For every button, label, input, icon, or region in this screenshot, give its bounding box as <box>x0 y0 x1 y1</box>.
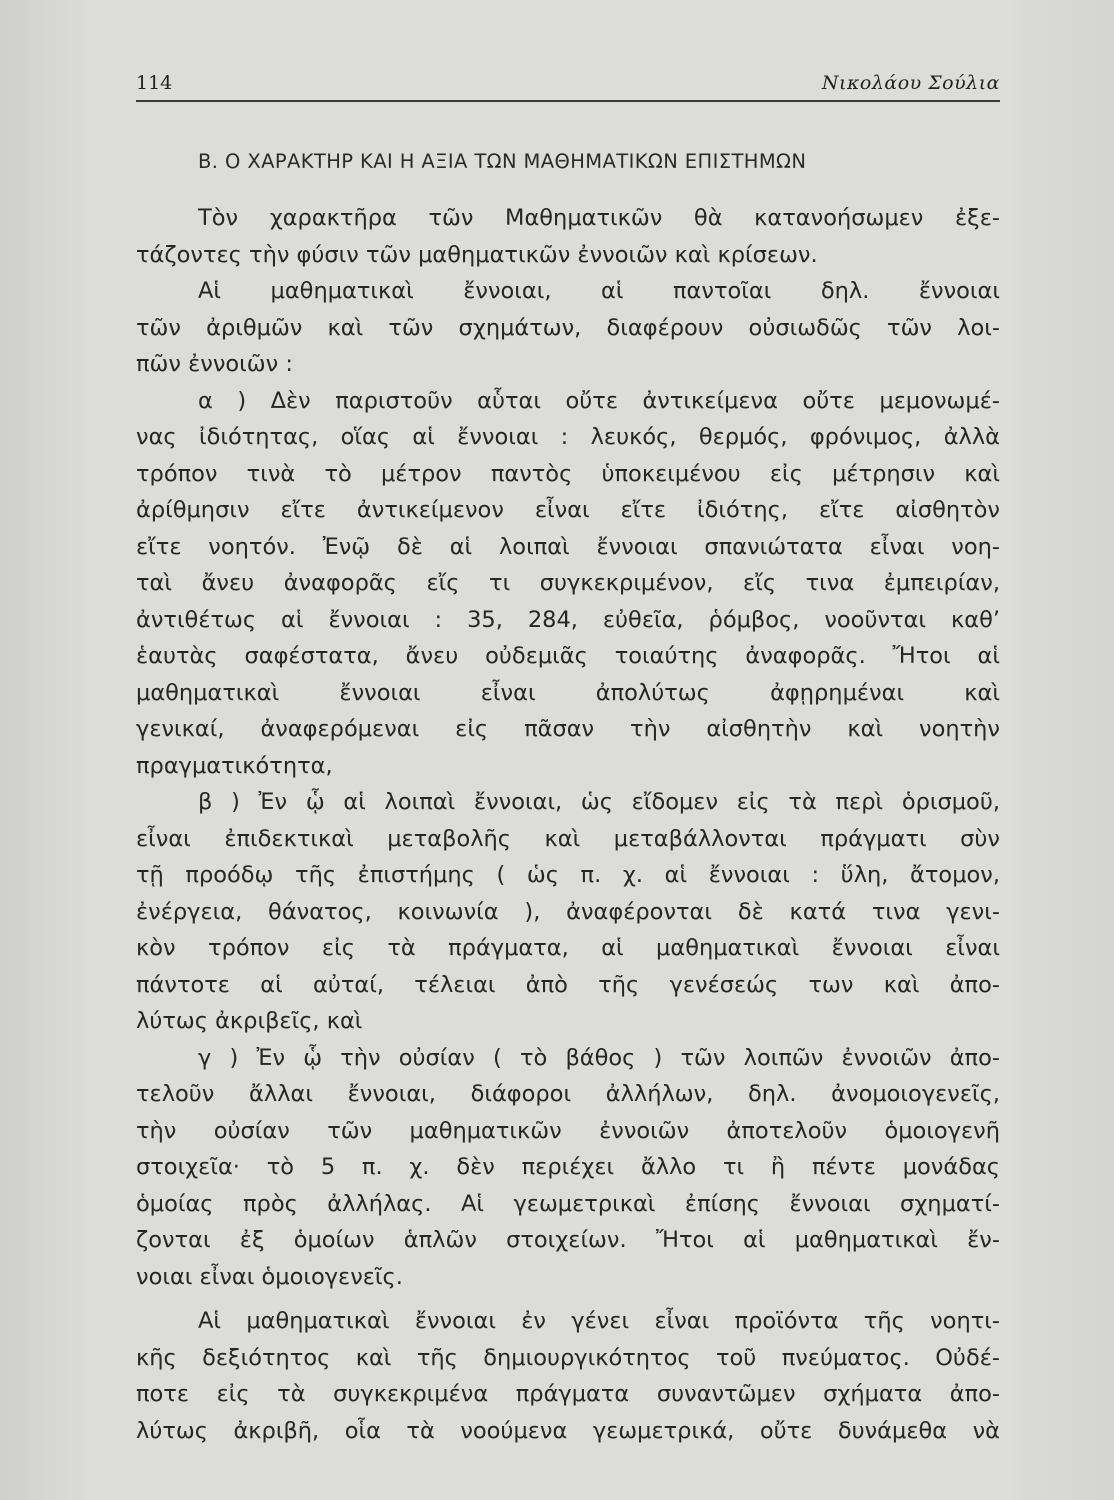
text-line: Τὸν χαρακτῆρα τῶν Μαθηματικῶν θὰ κατανοήσωμεν ἐξε- <box>198 205 1000 231</box>
text-line: ὁμοίας πρὸς ἀλλήλας. Αἱ γεωμετρικαὶ ἐπίσης ἔννοιαι σχηματί- <box>136 1190 1000 1217</box>
text-line: Αἱ μαθηματικαὶ ἔννοιαι ἐν γένει εἶναι προϊόντα τῆς νοητι- <box>198 1308 1000 1334</box>
text-line: Αἱ μαθηματικαὶ ἔννοιαι, αἱ παντοῖαι δηλ. ἔννοιαι <box>198 278 1000 304</box>
text-line: πάντοτε αἱ αὐταί, τέλειαι ἀπὸ τῆς γενέσεώς των καὶ ἀπο- <box>136 971 1000 998</box>
page-number: 114 <box>136 72 173 94</box>
page-header <box>136 66 1000 102</box>
section-title: Β. Ο ΧΑΡΑΚΤΗΡ ΚΑΙ Η ΑΞΙΑ ΤΩΝ ΜΑΘΗΜΑΤΙΚΩΝ ΕΠΙΣΤΗΜΩΝ <box>198 150 807 173</box>
running-head: Νικολάου Σούλια <box>821 72 1000 94</box>
text-line: κὸν τρόπον εἰς τὰ πράγματα, αἱ μαθηματικαὶ ἔννοιαι εἶναι <box>136 935 1000 961</box>
text-line: νας ἰδιότητας, οἵας αἱ ἔννοιαι : λευκός, θερμός, φρόνιμος, ἀλλὰ <box>136 424 1000 450</box>
text-line: στοιχεῖα· τὸ 5 π. χ. δὲν περιέχει ἄλλο τι ἢ πέντε μονάδας <box>136 1154 1000 1180</box>
text-line: πραγματικότητα, <box>136 752 333 779</box>
text-line: γενικαί, ἀναφερόμεναι εἰς πᾶσαν τὴν αἰσθητὴν καὶ νοητὴν <box>136 716 1000 742</box>
text-line: τρόπον τινὰ τὸ μέτρον παντὸς ὑποκειμένου εἰς μέτρησιν καὶ <box>136 460 1000 487</box>
text-line: πῶν ἐννοιῶν : <box>136 351 293 377</box>
body-text <box>136 200 1000 1449</box>
text-line: νοιαι εἶναι ὁμοιογενεῖς. <box>136 1263 403 1290</box>
text-line: μαθηματικαὶ ἔννοιαι εἶναι ἀπολύτως ἀφῃρημέναι καὶ <box>136 679 1000 706</box>
text-line: ἀντιθέτως αἱ ἔννοιαι : 35, 284, εὐθεῖα, ῥόμβος, νοοῦνται καθ’ <box>136 606 1000 633</box>
text-line: τῶν ἀριθμῶν καὶ τῶν σχημάτων, διαφέρουν οὐσιωδῶς τῶν λοι- <box>136 314 1000 341</box>
text-line: ἀρίθμησιν εἴτε ἀντικείμενον εἶναι εἴτε ἰδιότης, εἴτε αἰσθητὸν <box>136 497 1000 523</box>
text-line: ἑαυτὰς σαφέστατα, ἄνευ οὐδεμιᾶς τοιαύτης ἀναφορᾶς. Ἤτοι αἱ <box>136 643 1000 669</box>
text-line: ποτε εἰς τὰ συγκεκριμένα πράγματα συναντῶμεν σχήματα ἀπο- <box>136 1381 1000 1407</box>
text-line: τάζοντες τὴν φύσιν τῶν μαθηματικῶν ἐννοιῶν καὶ κρίσεων. <box>136 241 818 268</box>
text-line: τῇ προόδῳ τῆς ἐπιστήμης ( ὡς π. χ. αἱ ἔννοιαι : ὕλη, ἄτομον, <box>136 862 1000 888</box>
text-line: τὴν οὐσίαν τῶν μαθηματικῶν ἐννοιῶν ἀποτελοῦν ὁμοιογενῆ <box>136 1117 1000 1144</box>
text-line: α ) Δὲν παριστοῦν αὗται οὔτε ἀντικείμενα οὔτε μεμονωμέ- <box>198 387 1000 414</box>
text-line: ζονται ἐξ ὁμοίων ἁπλῶν στοιχείων. Ἤτοι αἱ μαθηματικαὶ ἔν- <box>136 1227 1000 1253</box>
text-line: ἐνέργεια, θάνατος, κοινωνία ), ἀναφέρονται δὲ κατά τινα γενι- <box>136 898 1000 925</box>
text-line: εἶναι ἐπιδεκτικαὶ μεταβολῆς καὶ μεταβάλλονται πράγματι σὺν <box>136 825 1000 852</box>
text-line: λύτως ἀκριβεῖς, καὶ <box>136 1008 363 1034</box>
text-line: γ ) Ἐν ᾧ τὴν οὐσίαν ( τὸ βάθος ) τῶν λοιπῶν ἐννοιῶν ἀπο- <box>198 1044 1000 1071</box>
text-line: ταὶ ἄνευ ἀναφορᾶς εἴς τι συγκεκριμένον, εἴς τινα ἐμπειρίαν, <box>136 570 1000 596</box>
text-line: κῆς δεξιότητος καὶ τῆς δημιουργικότητος τοῦ πνεύματος. Οὐδέ- <box>136 1344 1000 1371</box>
text-line: β ) Ἐν ᾧ αἱ λοιπαὶ ἔννοιαι, ὡς εἴδομεν εἰς τὰ περὶ ὁρισμοῦ, <box>198 789 1000 815</box>
text-line: τελοῦν ἄλλαι ἔννοιαι, διάφοροι ἀλλήλων, δηλ. ἀνομοιογενεῖς, <box>136 1081 1000 1107</box>
text-line: εἴτε νοητόν. Ἐνῷ δὲ αἱ λοιπαὶ ἔννοιαι σπανιώτατα εἶναι νοη- <box>136 533 1000 560</box>
text-line: λύτως ἀκριβῆ, οἷα τὰ νοούμενα γεωμετρικά, οὔτε δυνάμεθα νὰ <box>136 1417 1000 1444</box>
